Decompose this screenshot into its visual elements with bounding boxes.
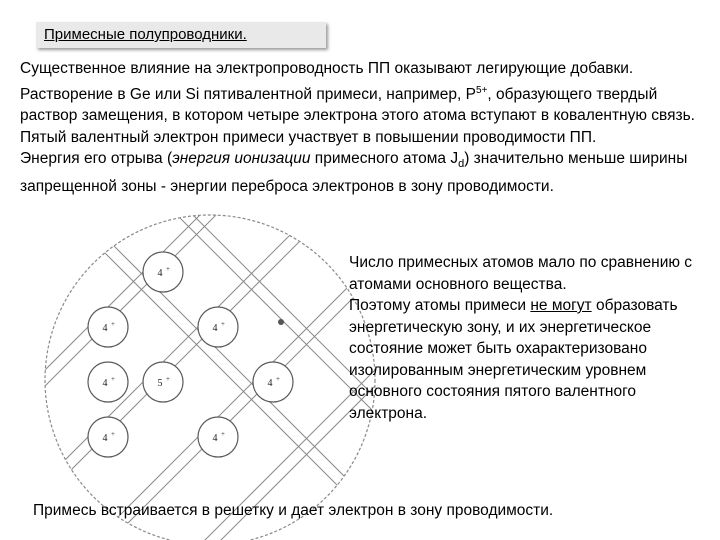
atom-circle: [198, 417, 238, 457]
side-paragraph-2: Поэтому атомы примеси не могут образовать энергетическую зону, и их энергетическое состояние может быть охарактеризовано изолированным энергетическим уровнем основного состояния пятого валентного электрона.: [349, 297, 678, 422]
atom-circle: [88, 307, 128, 347]
intro-paragraph-2: Энергия его отрыва (энергия ионизации примесного атома $J_d$) значительно меньше ширины запрещенной зоны - энергии переброса электронов в зону проводимости.: [20, 150, 688, 195]
free-electron: [278, 319, 284, 325]
atom-circle: [88, 362, 128, 402]
intro-paragraph-1: Существенное влияние на электропроводность ПП оказывают легирующие добавки. Растворение в Ge или Si пятивалентной примеси, например, $P^{5+}$, образующего твердый раствор замещения, в котором четыре электрона этого атома вступают в ковалентную связь. Пятый валентный электрон примеси участвует в повышении проводимости ПП.: [20, 60, 695, 146]
atom-label: 4: [212, 323, 218, 334]
atom-charge: +: [166, 265, 170, 273]
atom-circle: [143, 362, 183, 402]
atom-charge: +: [111, 320, 115, 328]
atom: [88, 362, 128, 402]
atom: [253, 362, 293, 402]
atom: [88, 307, 128, 347]
atom-circle: [198, 307, 238, 347]
atom-charge: +: [111, 430, 115, 438]
atom-charge: +: [166, 375, 170, 383]
atom-label: 4: [267, 378, 273, 389]
atom-charge: +: [111, 375, 115, 383]
atom: [143, 252, 183, 292]
atom-label: 4: [102, 378, 108, 389]
atom-label: 4: [212, 433, 218, 444]
atom: [143, 362, 183, 402]
footer-text: Примесь встраивается в решетку и дает электрон в зону проводимости.: [33, 502, 554, 519]
atom: [198, 417, 238, 457]
page-title: Примесные полупроводники.: [44, 26, 247, 43]
atom-label: 4: [157, 268, 163, 279]
atom-label: 4: [102, 433, 108, 444]
atoms-layer: [88, 252, 293, 457]
atom-circle: [253, 362, 293, 402]
side-text: [349, 252, 709, 424]
atom: [198, 307, 238, 347]
atom-circle: [88, 417, 128, 457]
atom-label: 5: [157, 378, 163, 389]
atom: [88, 417, 128, 457]
atom-charge: +: [221, 430, 225, 438]
atom-charge: +: [221, 320, 225, 328]
atom-label: 4: [102, 323, 108, 334]
atom-circle: [143, 252, 183, 292]
side-paragraph-1: Число примесных атомов мало по сравнению с атомами основного вещества.: [349, 254, 693, 293]
atom-charge: +: [276, 375, 280, 383]
